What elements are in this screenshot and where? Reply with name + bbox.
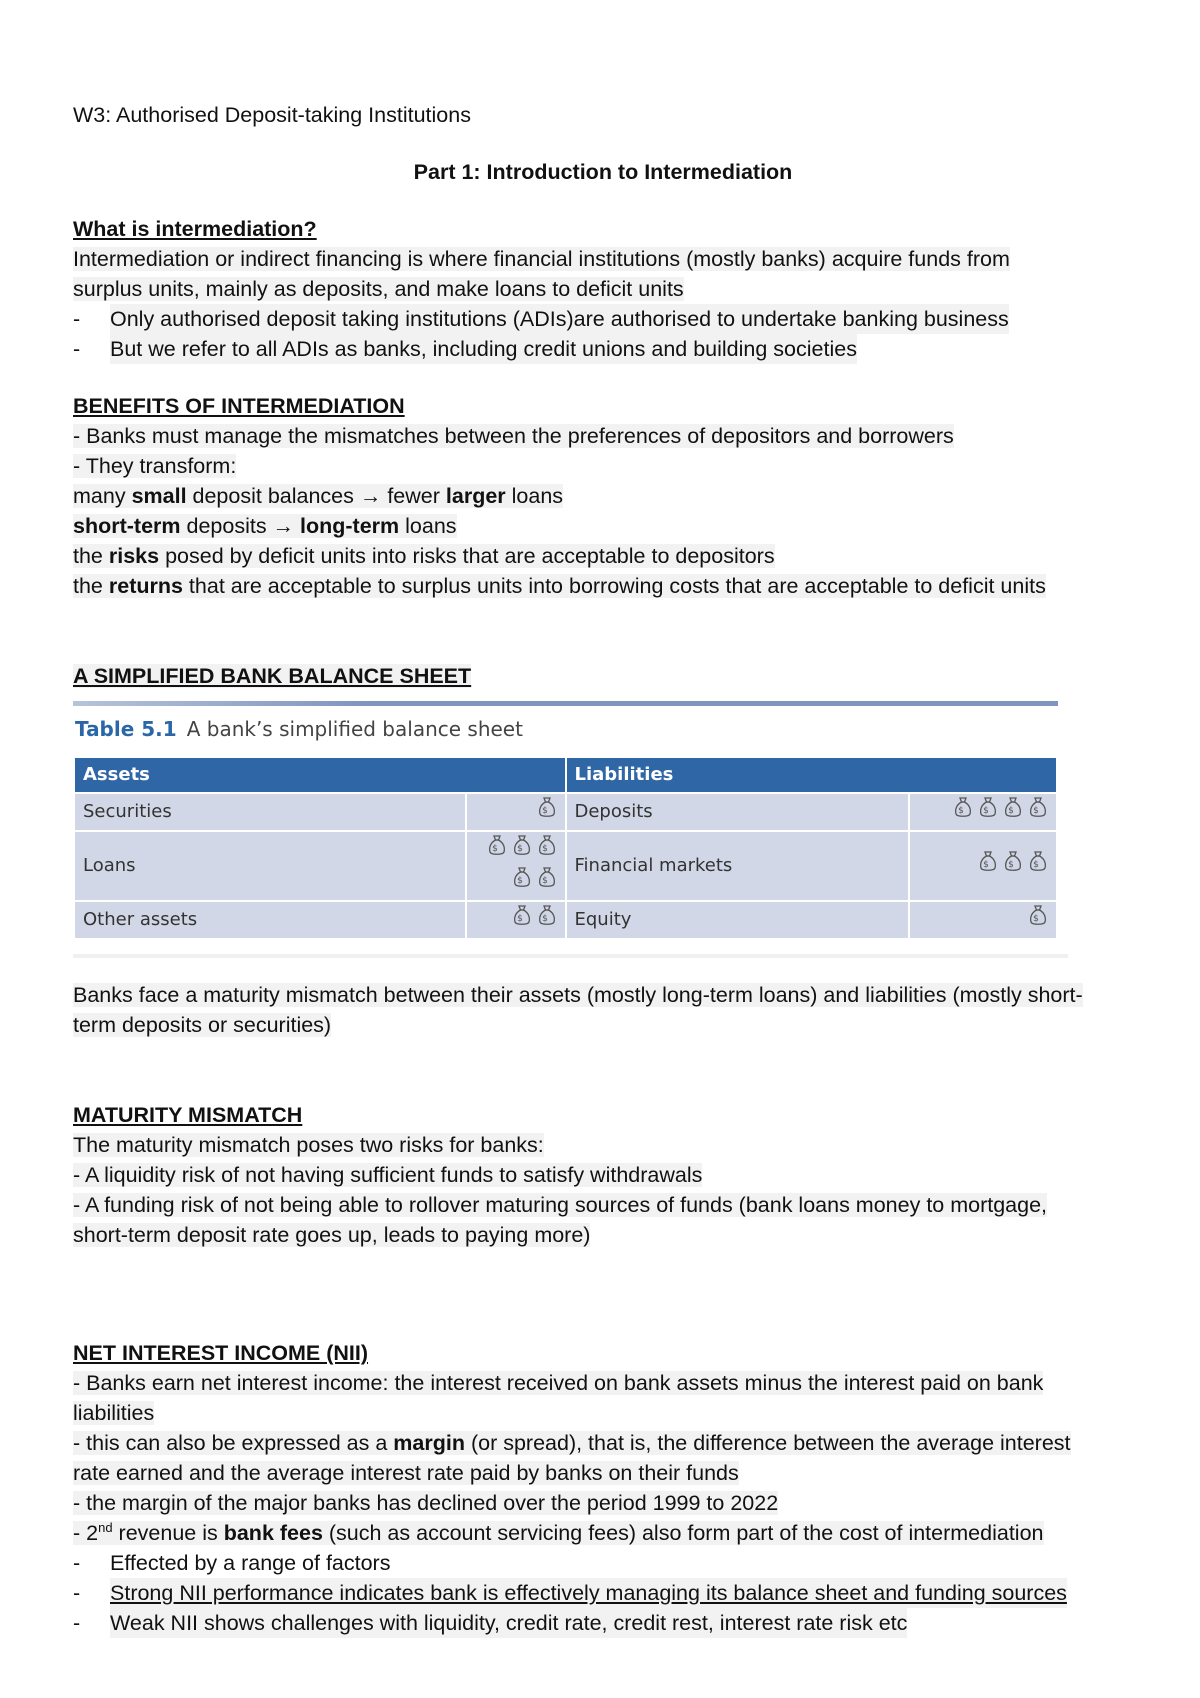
- money-bag-icon: [1028, 796, 1048, 818]
- nii-line-2: liabilities: [73, 1401, 155, 1425]
- bullet-dash: -: [73, 337, 81, 361]
- bullet-dash: -: [73, 307, 81, 331]
- asset-bags: [467, 794, 565, 830]
- money-bag-icon: [1003, 850, 1023, 872]
- svg-text:$: $: [516, 844, 527, 854]
- table-row: [75, 794, 1056, 830]
- nii-bullet-3: Weak NII shows challenges with liquidity, credit rate, credit rest, interest rate risk etc: [110, 1608, 907, 1638]
- nii-bullet-1: Effected by a range of factors: [110, 1551, 391, 1575]
- money-bag-icon: [487, 834, 507, 856]
- document-title: W3: Authorised Deposit-taking Institutions: [73, 103, 471, 127]
- money-bag-icon: [512, 904, 532, 926]
- svg-text:$: $: [1033, 914, 1043, 924]
- table-caption: [75, 714, 1068, 744]
- table-row: [75, 832, 1056, 900]
- table-row: [75, 902, 1056, 938]
- svg-text:$: $: [983, 860, 993, 870]
- intermediation-heading: What is intermediation?: [73, 217, 317, 241]
- liability-label: Equity: [567, 902, 908, 938]
- money-bag-icon: [1028, 904, 1048, 926]
- svg-text:$: $: [1033, 860, 1043, 870]
- list-item: [73, 1578, 1133, 1608]
- nii-section: [73, 1338, 1133, 1638]
- asset-bags: [467, 902, 565, 938]
- benefits-line-1: - Banks must manage the mismatches between the preferences of depositors and borrowers: [73, 424, 954, 448]
- svg-text:$: $: [541, 806, 552, 816]
- arrow-icon: →: [272, 514, 295, 538]
- svg-text:$: $: [541, 876, 552, 886]
- intermediation-bullet-2: But we refer to all ADIs as banks, including credit unions and building societies: [110, 334, 857, 364]
- svg-text:$: $: [516, 876, 527, 886]
- money-bag-icon: [978, 796, 998, 818]
- nii-bullet-2: Strong NII performance indicates bank is effectively managing its balance sheet and funding sources: [110, 1578, 1067, 1608]
- bullet-dash: -: [73, 1551, 81, 1575]
- benefits-heading: BENEFITS OF INTERMEDIATION: [73, 394, 405, 418]
- nii-line-3: - this can also be expressed as a margin (or spread), that is, the difference between the average interest: [73, 1431, 1071, 1455]
- liability-bags: [910, 832, 1056, 900]
- money-bag-icon: [512, 866, 532, 888]
- svg-text:$: $: [1033, 806, 1043, 816]
- liability-bags: [910, 794, 1056, 830]
- part-title: Part 1: Introduction to Intermediation: [413, 160, 793, 184]
- liability-bags: [910, 902, 1056, 938]
- list-item: [73, 1608, 1133, 1638]
- arrow-icon: →: [359, 484, 382, 508]
- list-item: [73, 304, 1133, 334]
- transform-line-3: the risks posed by deficit units into risks that are acceptable to depositors: [73, 544, 775, 568]
- asset-label: Loans: [75, 832, 465, 900]
- list-item: [73, 1548, 1133, 1578]
- money-bag-icon: [1003, 796, 1023, 818]
- table-title: A bank’s simplified balance sheet: [186, 717, 523, 741]
- svg-text:$: $: [1008, 806, 1018, 816]
- balance-sheet-note-1: Banks face a maturity mismatch between their assets (mostly long-term loans) and liabilities (mostly short-: [73, 983, 1083, 1007]
- liability-label: Deposits: [567, 794, 908, 830]
- intermediation-line-2: surplus units, mainly as deposits, and make loans to deficit units: [73, 277, 684, 301]
- intermediation-line-1: Intermediation or indirect financing is where financial institutions (mostly banks) acquire funds from: [73, 247, 1010, 271]
- list-item: [73, 334, 1133, 364]
- svg-text:$: $: [541, 914, 552, 924]
- money-bag-icon: [1028, 850, 1048, 872]
- svg-text:$: $: [1008, 860, 1018, 870]
- maturity-line-2: - A liquidity risk of not having sufficient funds to satisfy withdrawals: [73, 1163, 703, 1187]
- maturity-line-3: - A funding risk of not being able to rollover maturing sources of funds (bank loans money to mortgage,: [73, 1193, 1048, 1217]
- assets-header: Assets: [75, 758, 565, 792]
- money-bag-icon: [953, 796, 973, 818]
- benefits-line-2: - They transform:: [73, 454, 237, 478]
- transform-line-2: short-term deposits → long-term loans: [73, 514, 457, 538]
- money-bag-icon: [537, 866, 557, 888]
- benefits-section: [73, 391, 1133, 601]
- liabilities-header: Liabilities: [567, 758, 1057, 792]
- asset-label: Other assets: [75, 902, 465, 938]
- balance-sheet-heading: A SIMPLIFIED BANK BALANCE SHEET: [73, 664, 472, 688]
- balance-sheet-section: [73, 661, 1133, 1040]
- nii-line-6: - 2nd revenue is bank fees (such as account servicing fees) also form part of the cost of intermediation: [73, 1519, 1044, 1545]
- svg-text:$: $: [541, 844, 552, 854]
- maturity-section: [73, 1100, 1133, 1250]
- asset-label: Securities: [75, 794, 465, 830]
- maturity-heading: MATURITY MISMATCH: [73, 1103, 303, 1127]
- figure-top-rule: [73, 701, 1058, 706]
- money-bag-icon: [537, 834, 557, 856]
- bullet-dash: -: [73, 1581, 81, 1605]
- nii-line-1: - Banks earn net interest income: the interest received on bank assets minus the interest paid on bank: [73, 1371, 1044, 1395]
- money-bag-icon: [537, 904, 557, 926]
- money-bag-icon: [512, 834, 532, 856]
- balance-sheet-figure: [73, 701, 1068, 958]
- maturity-line-1: The maturity mismatch poses two risks for banks:: [73, 1133, 544, 1157]
- balance-sheet-note-2: term deposits or securities): [73, 1013, 332, 1037]
- money-bag-icon: [537, 796, 557, 818]
- nii-line-5: - the margin of the major banks has declined over the period 1999 to 2022: [73, 1491, 779, 1515]
- money-bag-icon: [978, 850, 998, 872]
- liability-label: Financial markets: [567, 832, 908, 900]
- intermediation-section: [73, 214, 1133, 364]
- svg-text:$: $: [958, 806, 968, 816]
- nii-line-4: rate earned and the average interest rate paid by banks on their funds: [73, 1461, 739, 1485]
- document-page: [73, 100, 1133, 1638]
- nii-heading: NET INTEREST INCOME (NII): [73, 1341, 369, 1365]
- transform-line-1: many small deposit balances → fewer larger loans: [73, 484, 564, 508]
- intermediation-bullet-1: Only authorised deposit taking institutions (ADIs)are authorised to undertake banking business: [110, 304, 1009, 334]
- asset-bags: [467, 832, 565, 900]
- table-number: Table 5.1: [75, 717, 177, 741]
- svg-text:$: $: [516, 914, 527, 924]
- svg-text:$: $: [491, 844, 502, 854]
- bullet-dash: -: [73, 1611, 81, 1635]
- balance-sheet-table: [73, 756, 1058, 940]
- svg-text:$: $: [983, 806, 993, 816]
- transform-line-4: the returns that are acceptable to surplus units into borrowing costs that are acceptable to deficit units: [73, 574, 1046, 598]
- maturity-line-4: short-term deposit rate goes up, leads to paying more): [73, 1223, 591, 1247]
